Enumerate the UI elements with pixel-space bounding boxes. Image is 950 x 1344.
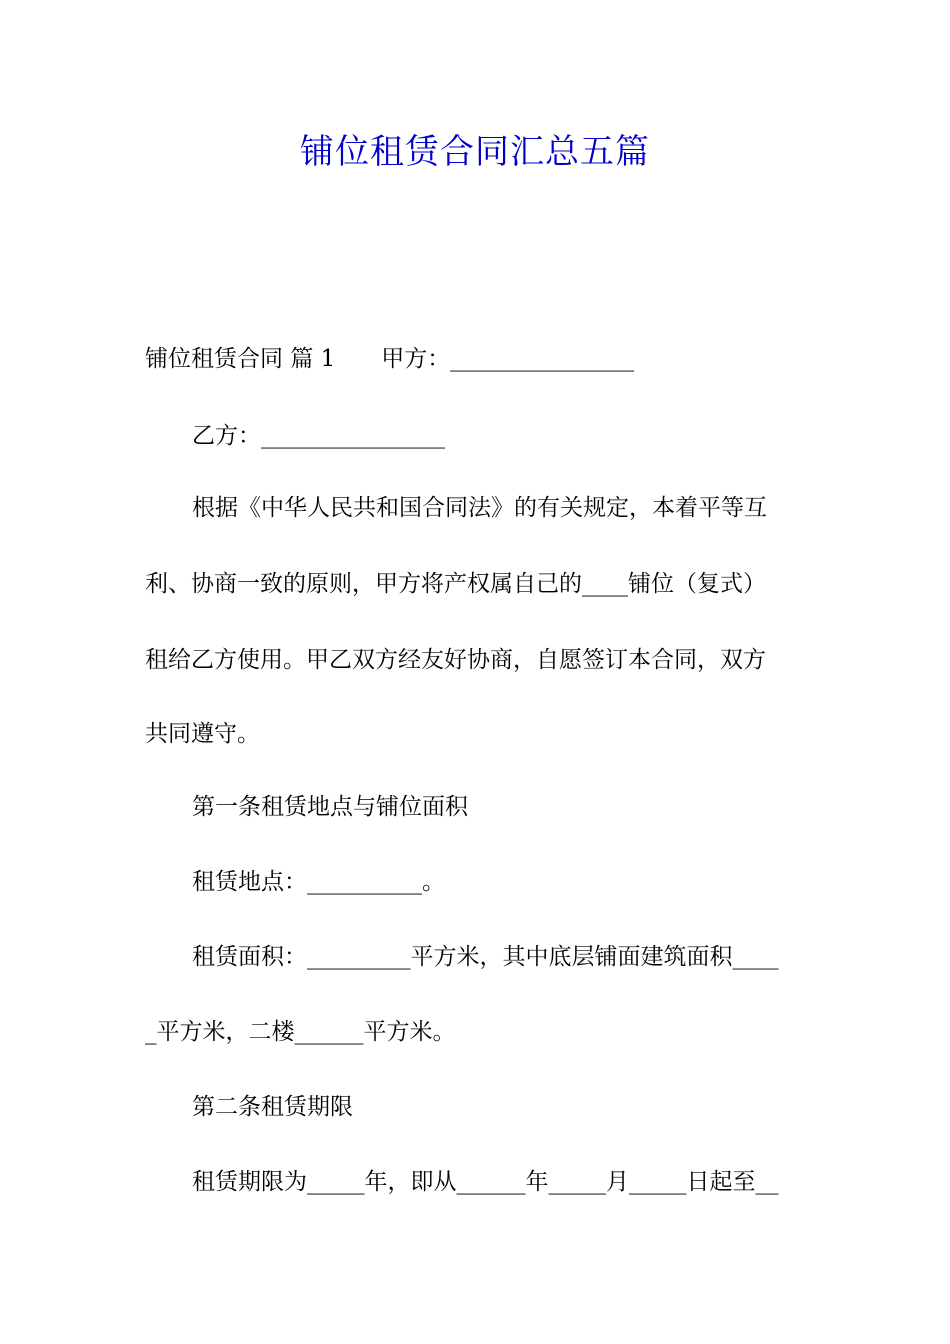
paragraph-line: 租给乙方使用。甲乙双方经友好协商，自愿签订本合同，双方 xyxy=(145,647,766,673)
article-2-heading: 第二条租赁期限 xyxy=(192,1094,353,1120)
contract-heading-line xyxy=(145,343,810,375)
paragraph-line: 共同遵守。 xyxy=(145,721,260,747)
paragraph-line: 利、协商一致的原则，甲方将产权属自己的____铺位（复式） xyxy=(145,571,766,597)
contract-heading-label: 铺位租赁合同 xyxy=(145,346,283,372)
lease-area-line-continued: _平方米，二楼______平方米。 xyxy=(145,1019,456,1045)
paragraph-line: 根据《中华人民共和国合同法》的有关规定，本着平等互 xyxy=(192,495,767,521)
article-1-heading: 第一条租赁地点与铺位面积 xyxy=(192,794,468,820)
lease-term-line: 租赁期限为_____年，即从______年_____月_____日起至__ xyxy=(192,1169,779,1195)
lease-area-line: 租赁面积：_________平方米，其中底层铺面建筑面积____ xyxy=(192,944,779,970)
party-b-line: 乙方：________________ xyxy=(192,423,445,449)
contract-heading-number: 篇 1 xyxy=(290,346,336,372)
document-title: 铺位租赁合同汇总五篇 xyxy=(300,132,650,172)
party-a-line: 甲方：________________ xyxy=(381,346,635,372)
lease-location-line: 租赁地点：__________。 xyxy=(192,869,445,895)
